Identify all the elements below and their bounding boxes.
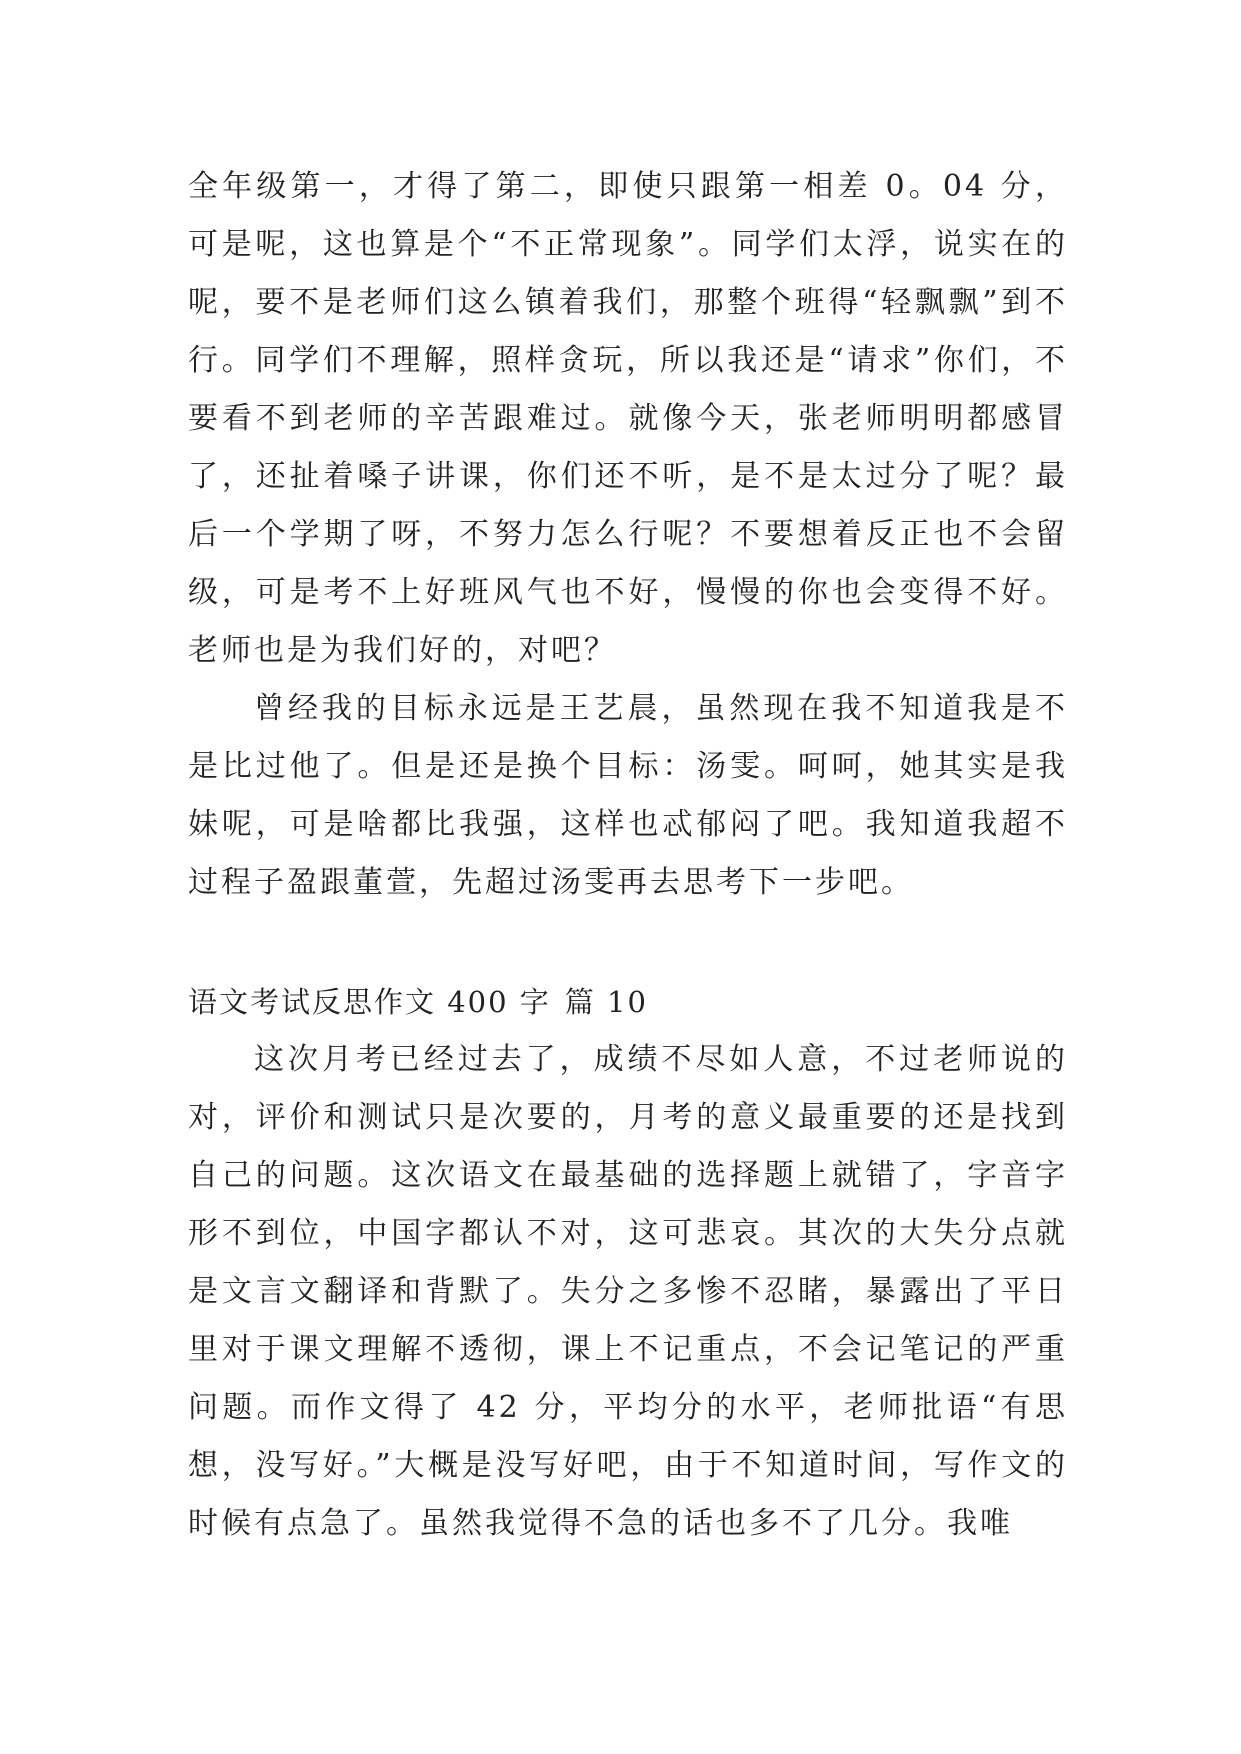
paragraph-monthly-exam: 这次月考已经过去了，成绩不尽如人意，不过老师说的对，评价和测试只是次要的，月考的意义最重要的还是找到自己的问题。这次语文在最基础的选择题上就错了，字音字形不到位，中国字都认不对，这可悲哀。其次的大失分点就是文言文翻译和背默了。失分之多惨不忍睹，暴露出了平日里对于课文理解不透彻，课上不记重点，不会记笔记的严重问题。而作文得了 42 分，平均分的水平，老师批语“有思想，没写好。”大概是没写好吧，由于不知道时间，写作文的时候有点急了。虽然我觉得不急的话也多不了几分。我唯 [188, 1042, 1068, 1541]
document-body [188, 158, 1068, 1553]
paragraph-continued: 全年级第一，才得了第二，即使只跟第一相差 0。04 分，可是呢，这也算是个“不正常现象”。同学们太浮，说实在的呢，要不是老师们这么镇着我们，那整个班得“轻飘飘”到不行。同学们不理解，照样贪玩，所以我还是“请求”你们，不要看不到老师的辛苦跟难过。就像今天，张老师明明都感冒了，还扯着嗓子讲课，你们还不听，是不是太过分了呢？最后一个学期了呀，不努力怎么行呢？不要想着反正也不会留级，可是考不上好班风气也不好，慢慢的你也会变得不好。老师也是为我们好的，对吧？ [188, 169, 1068, 668]
section-heading [188, 973, 1068, 1031]
paragraph-goal: 曾经我的目标永远是王艺晨，虽然现在我不知道我是不是比过他了。但是还是换个目标：汤雯。呵呵，她其实是我妹呢，可是啥都比我强，这样也忒郁闷了吧。我知道我超不过程子盈跟董萱，先超过汤雯再去思考下一步吧。 [188, 691, 1068, 900]
section-heading-title: 语文考试反思作文 400 字 [188, 985, 551, 1019]
section-heading-number: 篇 10 [564, 985, 648, 1019]
